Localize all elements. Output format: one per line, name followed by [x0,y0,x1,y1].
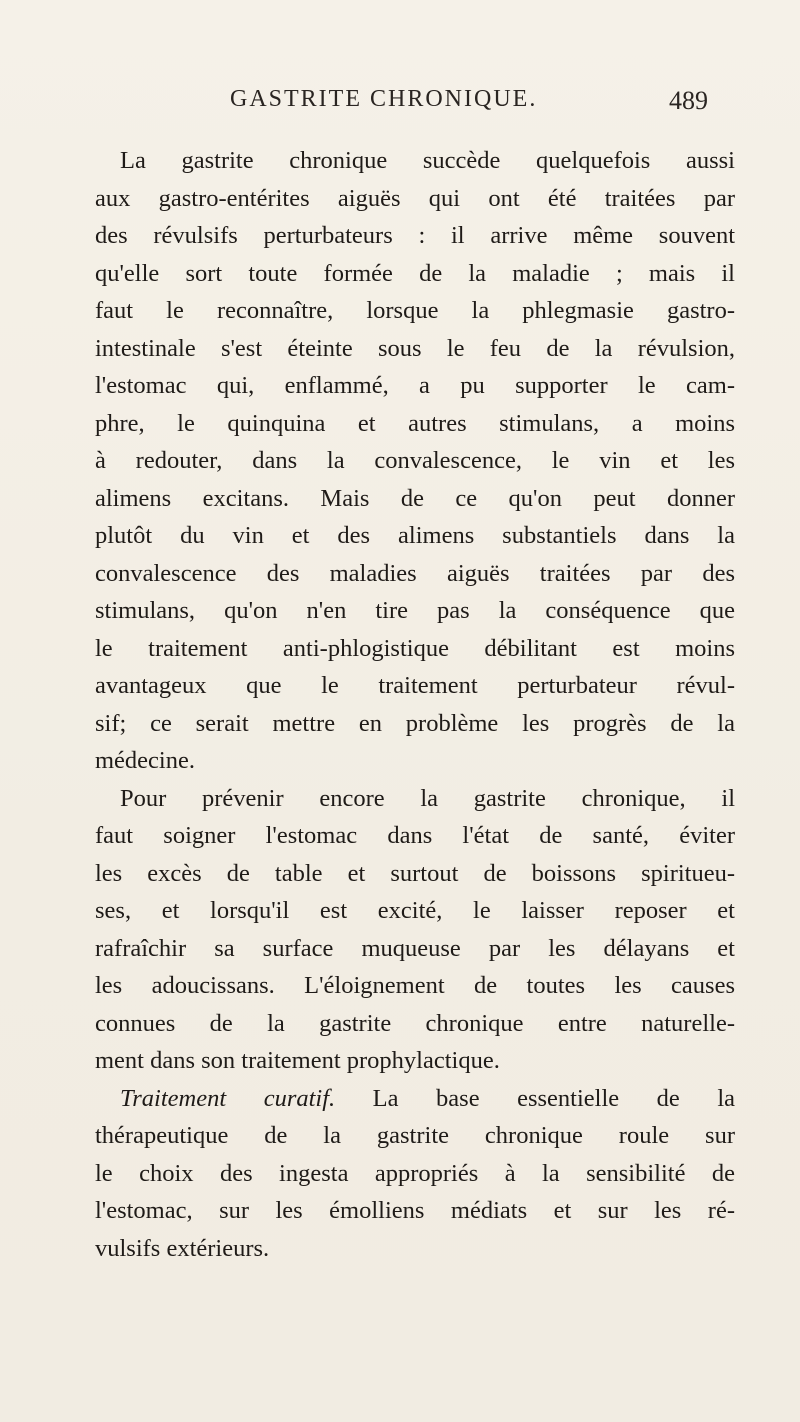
text-line: qu'elle sort toute formée de la maladie ; mais il [95,259,735,287]
text-line: plutôt du vin et des alimens substantiels dans la [95,522,735,549]
text-line: faut soigner l'estomac dans l'état de santé, éviter [95,822,735,849]
text-line: connues de la gastrite chronique entre naturelle- [95,1009,735,1037]
text-line: les excès de table et surtout de boissons spiritueu- [95,859,735,887]
text-line: des révulsifs perturbateurs : il arrive même souvent [95,222,735,249]
text-line [95,1080,735,1118]
text-line: avantageux que le traitement perturbateur révul- [95,672,735,699]
text-line: sif; ce serait mettre en problème les progrès de la [95,709,735,737]
text-line: alimens excitans. Mais de ce qu'on peut donner [95,484,735,512]
text-line: phre, le quinquina et autres stimulans, a moins [95,409,735,437]
text-line: l'estomac, sur les émolliens médiats et sur les ré- [95,1197,735,1224]
text-line: intestinale s'est éteinte sous le feu de la révulsion, [95,334,735,362]
text-line: stimulans, qu'on n'en tire pas la conséquence que [95,597,735,624]
text-line: le choix des ingesta appropriés à la sensibilité de [95,1159,735,1187]
text-line: vulsifs extérieurs. [95,1234,270,1262]
text-line: l'estomac qui, enflammé, a pu supporter le cam- [95,372,735,399]
text-line: rafraîchir sa surface muqueuse par les délayans et [95,934,735,962]
running-head: GASTRITE CHRONIQUE. [230,86,538,112]
text-line: médecine. [95,747,195,774]
text-line: ment dans son traitement prophylactique. [95,1047,500,1074]
paragraph-3 [95,1080,735,1268]
text-line: faut le reconnaître, lorsque la phlegmasie gastro- [95,297,735,324]
text-line: thérapeutique de la gastrite chronique roule sur [95,1122,735,1149]
page-number: 489 [669,86,708,115]
text-line-rest: La base essentielle de la [335,1084,735,1112]
text-line: les adoucissans. L'éloignement de toutes les causes [95,972,735,999]
text-line: convalescence des maladies aiguës traitées par des [95,559,735,587]
text-line: Pour prévenir encore la gastrite chronique, il [120,784,735,812]
paragraph-1 [95,142,735,780]
body-text [95,142,735,1267]
text-line: à redouter, dans la convalescence, le vin et les [95,447,735,474]
text-line: aux gastro-entérites aiguës qui ont été traitées par [95,184,735,212]
text-line: ses, et lorsqu'il est excité, le laisser reposer et [95,897,735,924]
section-heading-italic: Traitement curatif. [120,1084,336,1112]
text-line: le traitement anti-phlogistique débilitant est moins [95,634,735,662]
paragraph-2 [95,780,735,1080]
text-line: La gastrite chronique succède quelquefois aussi [120,147,735,174]
